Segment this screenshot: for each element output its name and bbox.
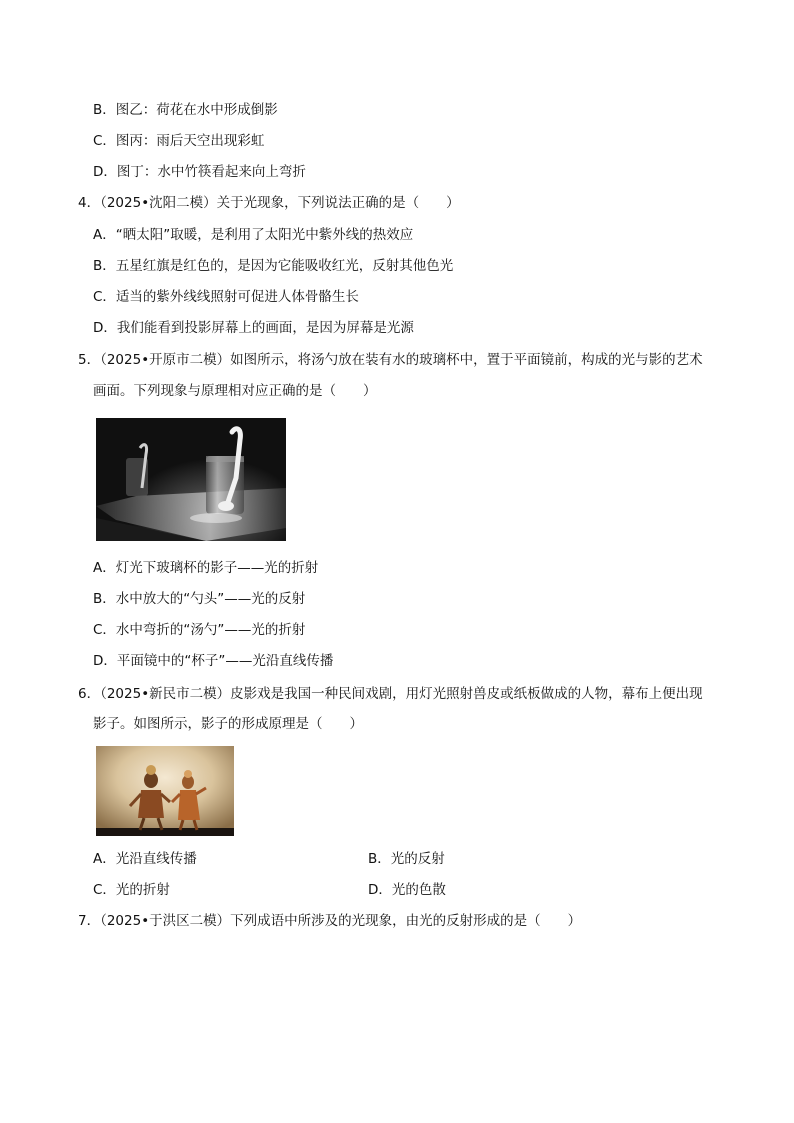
q6-stem-line2: 影子。如图所示，影子的形成原理是（ ） [93, 716, 363, 732]
q6-option-a: A．光沿直线传播 [93, 851, 197, 867]
q5-option-c: C．水中弯折的“汤勺”——光的折射 [93, 622, 306, 638]
q6-stem-line1: 6．（2025•新民市二模）皮影戏是我国一种民间戏剧，用灯光照射兽皮或纸板做成的人物，幕布上便出现 [78, 686, 703, 702]
q4-option-d: D．我们能看到投影屏幕上的画面，是因为屏幕是光源 [93, 320, 414, 336]
shadow-puppet-photo [96, 746, 234, 836]
q6-option-d: D．光的色散 [368, 882, 446, 898]
q5-stem-line2: 画面。下列现象与原理相对应正确的是（ ） [93, 383, 377, 399]
q4-option-a: A．“晒太阳”取暖，是利用了太阳光中紫外线的热效应 [93, 227, 414, 243]
q3-option-b: B．图乙：荷花在水中形成倒影 [93, 102, 278, 118]
q7-stem: 7．（2025•于洪区二模）下列成语中所涉及的光现象，由光的反射形成的是（ ） [78, 913, 582, 929]
q3-option-d: D．图丁：水中竹筷看起来向上弯折 [93, 164, 306, 180]
q4-option-c: C．适当的紫外线线照射可促进人体骨骼生长 [93, 289, 359, 305]
q6-option-b: B．光的反射 [368, 851, 445, 867]
q5-option-b: B．水中放大的“勺头”——光的反射 [93, 591, 306, 607]
q5-stem-line1: 5．（2025•开原市二模）如图所示，将汤勺放在装有水的玻璃杯中，置于平面镜前，构成的光与影的艺术 [78, 352, 703, 368]
glass-spoon-photo [96, 418, 286, 541]
q5-option-a: A．灯光下玻璃杯的影子——光的折射 [93, 560, 319, 576]
q5-option-d: D．平面镜中的“杯子”——光沿直线传播 [93, 653, 334, 669]
q6-option-c: C．光的折射 [93, 882, 170, 898]
q4-option-b: B．五星红旗是红色的，是因为它能吸收红光，反射其他色光 [93, 258, 454, 274]
q3-option-c: C．图丙：雨后天空出现彩虹 [93, 133, 265, 149]
q4-stem: 4．（2025•沈阳二模）关于光现象，下列说法正确的是（ ） [78, 195, 460, 211]
